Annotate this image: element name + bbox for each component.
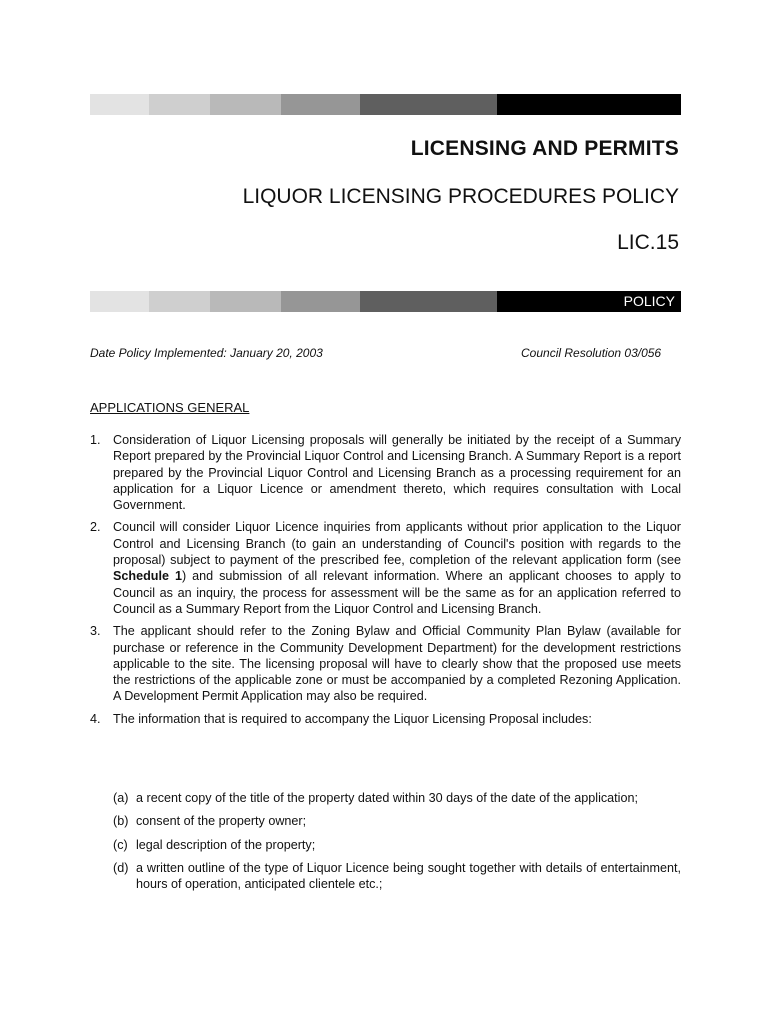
list-item xyxy=(90,519,681,617)
item-text: The applicant should refer to the Zoning Bylaw and Official Community Plan Bylaw (available for purchase or reference in the Community Development Department) for the development restrictions applicable to the site. The licensing proposal will have to clearly show that the proposed use meets the restrictions of the applicable zone or must be accompanied by a completed Rezoning Application. A Development Permit Application may also be required. xyxy=(113,624,681,704)
bar-segment xyxy=(149,291,210,312)
bar-segment xyxy=(360,291,497,312)
sub-item-letter: (a) xyxy=(113,791,129,805)
schedule-reference: Schedule 1 xyxy=(113,569,182,584)
list-item xyxy=(90,711,681,727)
section-heading: APPLICATIONS GENERAL xyxy=(90,400,250,415)
date-implemented: Date Policy Implemented: January 20, 2003 xyxy=(90,346,323,360)
header-gradient-bar xyxy=(90,94,681,115)
requirements-sublist xyxy=(113,790,681,899)
bar-segment xyxy=(210,291,281,312)
bar-segment xyxy=(360,94,497,115)
bar-segment xyxy=(281,94,360,115)
applications-list xyxy=(90,432,681,733)
sub-item-text: legal description of the property; xyxy=(136,837,316,852)
sub-item-text: consent of the property owner; xyxy=(136,814,307,829)
sub-item-text: a recent copy of the title of the property dated within 30 days of the date of the application; xyxy=(136,791,638,805)
document-subtitle: LIQUOR LICENSING PROCEDURES POLICY xyxy=(242,185,679,208)
sub-item-text: a written outline of the type of Liquor Licence being sought together with details of entertainment, hours of operation, anticipated clientele etc.; xyxy=(136,860,681,892)
item-number: 3. xyxy=(90,624,101,639)
item-number: 2. xyxy=(90,520,101,535)
bar-segment xyxy=(281,291,360,312)
sub-item-letter: (c) xyxy=(113,837,128,852)
item-text: The information that is required to accompany the Liquor Licensing Proposal includes: xyxy=(113,711,592,726)
sub-item-letter: (b) xyxy=(113,814,129,829)
bar-segment xyxy=(497,94,681,115)
item-text: Consideration of Liquor Licensing proposals will generally be initiated by the receipt of a Summary Report prepared by the Provincial Liquor Control and Licensing Branch. A Summary Report is a report prepared by the Provincial Liquor Control and Licensing Branch as a processing requirement for an application for a Liquor Licence or amendment thereto, which requires consultation with Local Government. xyxy=(113,433,681,513)
bar-segment xyxy=(90,291,149,312)
sub-list-item xyxy=(113,860,681,893)
council-resolution: Council Resolution 03/056 xyxy=(521,346,662,360)
bar-segment xyxy=(149,94,210,115)
policy-code: LIC.15 xyxy=(617,231,679,254)
sub-list-item xyxy=(113,813,681,829)
policy-gradient-bar xyxy=(90,291,681,312)
item-number: 4. xyxy=(90,711,101,726)
item-text xyxy=(113,519,681,617)
policy-label: POLICY xyxy=(497,291,681,312)
bar-segment xyxy=(90,94,149,115)
sub-list-item xyxy=(113,790,681,806)
list-item xyxy=(90,432,681,513)
bar-segment xyxy=(210,94,281,115)
sub-item-letter: (d) xyxy=(113,860,129,875)
document-title: LICENSING AND PERMITS xyxy=(410,137,679,160)
item-number: 1. xyxy=(90,433,101,447)
item-text-part: Council will consider Liquor Licence inquiries from applicants without prior application to the Liquor Control and Licensing Branch (to gain an understanding of Council's position with regards to the proposal) subject to payment of the prescribed fee, completion of the relevant application form (see xyxy=(113,520,681,568)
sub-list-item xyxy=(113,837,681,853)
list-item xyxy=(90,623,681,704)
item-text-part: ) and submission of all relevant information. Where an applicant chooses to apply to Council as an inquiry, the process for assessment will be the same as for an application referred to Council as a Summary Report from the Liquor Control and Licensing Branch. xyxy=(113,569,681,616)
